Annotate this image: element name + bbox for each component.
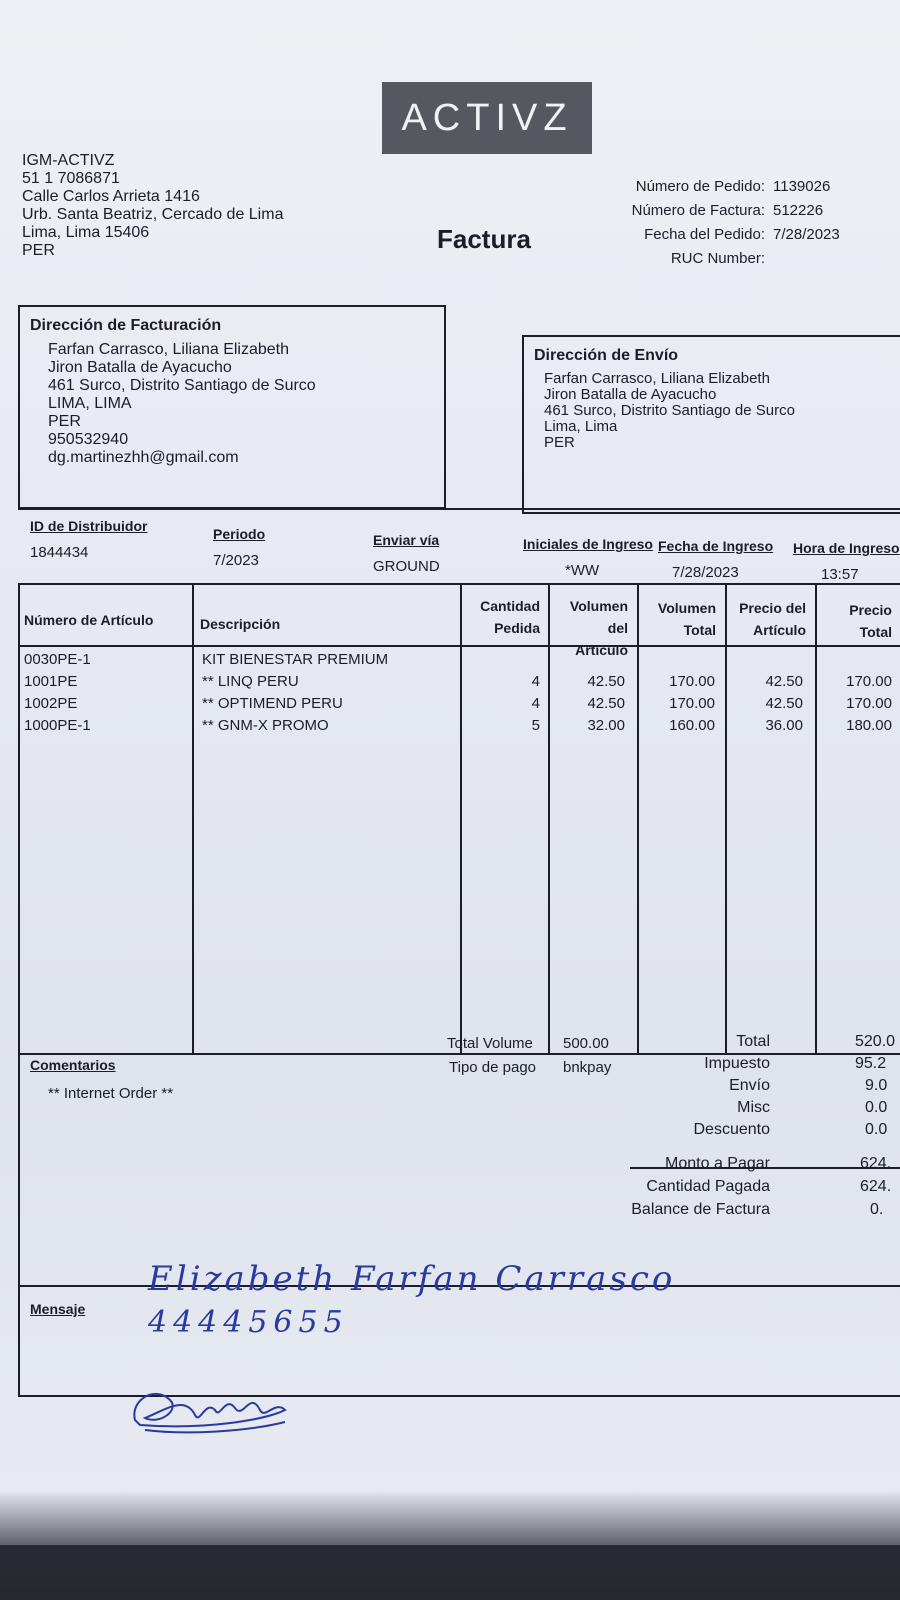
table-row [20, 651, 900, 673]
order-row [540, 199, 863, 223]
table-row [20, 695, 900, 717]
order-row [540, 175, 863, 199]
cell-desc: ** OPTIMEND PERU [202, 695, 343, 712]
balance-value: 0. [870, 1201, 884, 1218]
cell-qty: 4 [531, 695, 540, 712]
header-item-price [728, 597, 806, 641]
company-address [22, 152, 283, 260]
items-table [18, 583, 900, 1055]
cell-price: 42.50 [765, 673, 803, 690]
amount-paid-value: 624. [860, 1178, 892, 1195]
period-label: Periodo [213, 526, 266, 542]
handwritten-name: Elizabeth Farfan Carrasco [148, 1259, 676, 1299]
document-title: Factura [437, 224, 531, 254]
cell-price: 42.50 [765, 695, 803, 712]
entry-time-value: 13:57 [821, 566, 859, 583]
desk-shadow [0, 1490, 900, 1600]
order-value [773, 247, 863, 271]
payment-value: bnkpay [563, 1059, 612, 1076]
amount-due-label: Monto a Pagar [665, 1155, 770, 1172]
tax-value: 95.2 [855, 1055, 887, 1072]
cell-price-total: 180.00 [846, 717, 892, 734]
shipping-address-box [522, 335, 900, 514]
initials-label: Iniciales de Ingreso [523, 536, 653, 552]
header-item-number: Número de Artículo [24, 612, 154, 628]
comments-value: ** Internet Order ** [48, 1085, 174, 1102]
distributor-label: ID de Distribuidor [30, 518, 148, 534]
header-description: Descripción [200, 616, 281, 632]
entry-time-cell [793, 540, 900, 583]
cell-price-total: 170.00 [846, 673, 892, 690]
cell-vol: 42.50 [587, 695, 625, 712]
order-value: 512226 [773, 202, 824, 219]
ship-via-cell [373, 532, 440, 575]
header-total-price [818, 599, 892, 643]
header-total-price-line: Total [859, 624, 892, 640]
order-row [540, 223, 863, 247]
header-item-volume-line: Volumen del [569, 598, 628, 636]
ship-via-value: GROUND [373, 558, 440, 575]
shipping-line: Lima, Lima [544, 418, 618, 435]
billing-lines [48, 341, 444, 467]
company-line: 51 1 7086871 [22, 170, 120, 187]
ship-via-label: Enviar vía [373, 532, 440, 548]
shipping-title: Dirección de Envío [534, 347, 679, 364]
entry-date-value: 7/28/2023 [672, 564, 739, 581]
billing-line: Farfan Carrasco, Liliana Elizabeth [48, 341, 290, 358]
order-label: Número de Pedido: [635, 178, 765, 195]
billing-address-box [18, 305, 446, 509]
total-label: Total [736, 1033, 770, 1050]
header-total-volume [640, 597, 716, 641]
cell-qty: 5 [531, 717, 540, 734]
discount-label: Descuento [693, 1121, 770, 1138]
entry-date-cell [658, 538, 773, 581]
initials-value: *WW [565, 562, 600, 579]
message-label: Mensaje [30, 1301, 86, 1317]
distributor-value: 1844434 [30, 544, 89, 561]
entry-time-label: Hora de Ingreso [793, 540, 900, 556]
cell-desc: ** GNM-X PROMO [202, 717, 329, 734]
company-line: IGM-ACTIVZ [22, 152, 115, 169]
order-label: Número de Factura: [631, 202, 765, 219]
shipping-value: 9.0 [865, 1077, 888, 1094]
header-total-volume-line: Total [683, 622, 716, 638]
cell-vol: 42.50 [587, 673, 625, 690]
period-value: 7/2023 [213, 552, 259, 569]
header-quantity [470, 595, 540, 639]
misc-label: Misc [737, 1099, 770, 1116]
company-line: Calle Carlos Arrieta 1416 [22, 188, 200, 205]
shipping-line: PER [544, 434, 575, 451]
header-quantity-line: Cantidad [480, 598, 540, 614]
comments-label: Comentarios [30, 1057, 116, 1073]
billing-line: LIMA, LIMA [48, 395, 132, 412]
table-row [20, 717, 900, 739]
order-label: Fecha del Pedido: [644, 226, 765, 243]
shipping-label: Envío [729, 1077, 770, 1094]
order-info [540, 175, 863, 271]
company-line: Urb. Santa Beatriz, Cercado de Lima [22, 206, 284, 223]
header-quantity-line: Pedida [494, 620, 540, 636]
balance-label: Balance de Factura [631, 1201, 770, 1218]
brand-logo: ACTIVZ [382, 82, 592, 154]
initials-cell [523, 536, 653, 579]
billing-line: 461 Surco, Distrito Santiago de Surco [48, 377, 316, 394]
shipping-lines [544, 371, 900, 451]
company-line: Lima, Lima 15406 [22, 224, 150, 241]
order-row [540, 247, 863, 271]
company-line: PER [22, 242, 55, 259]
header-total-price-line: Precio [849, 602, 892, 618]
total-volume-label: Total Volume [447, 1035, 533, 1052]
order-meta-bar [18, 508, 900, 585]
cell-item: 1002PE [24, 695, 78, 712]
cell-vol-total: 170.00 [669, 695, 715, 712]
period-cell [213, 526, 265, 569]
shipping-line: Farfan Carrasco, Liliana Elizabeth [544, 370, 770, 387]
shipping-line: Jiron Batalla de Ayacucho [544, 386, 717, 403]
cell-price-total: 170.00 [846, 695, 892, 712]
header-divider [20, 645, 900, 647]
cell-desc: KIT BIENESTAR PREMIUM [202, 651, 389, 668]
cell-item: 1000PE-1 [24, 717, 91, 734]
header-item-price-line: Artículo [753, 622, 806, 638]
cell-vol-total: 160.00 [669, 717, 715, 734]
billing-title: Dirección de Facturación [30, 317, 222, 334]
table-row [20, 673, 900, 695]
order-value: 1139026 [773, 178, 831, 195]
payment-label: Tipo de pago [449, 1059, 537, 1076]
cell-vol: 32.00 [587, 717, 625, 734]
amount-due-value: 624. [860, 1155, 892, 1172]
total-value: 520.0 [855, 1033, 896, 1050]
entry-date-label: Fecha de Ingreso [658, 538, 774, 554]
summary-section [18, 1033, 900, 1287]
cell-item: 0030PE-1 [24, 651, 91, 668]
total-volume-value: 500.00 [563, 1035, 609, 1052]
cell-desc: ** LINQ PERU [202, 673, 299, 690]
misc-value: 0.0 [865, 1099, 888, 1116]
tax-label: Impuesto [704, 1055, 770, 1072]
discount-value: 0.0 [865, 1121, 888, 1138]
signature-scribble [125, 1380, 295, 1440]
order-label: RUC Number: [670, 250, 765, 267]
handwritten-id: 44445655 [148, 1305, 349, 1340]
shipping-line: 461 Surco, Distrito Santiago de Surco [544, 402, 795, 419]
cell-qty: 4 [531, 673, 540, 690]
billing-line: PER [48, 413, 81, 430]
order-value: 7/28/2023 [773, 226, 840, 243]
header-item-price-line: Precio del [739, 600, 806, 616]
billing-line: Jiron Batalla de Ayacucho [48, 359, 232, 376]
billing-line: dg.martinezhh@gmail.com [48, 449, 239, 466]
cell-item: 1001PE [24, 673, 78, 690]
header-item-volume-line: Artículo [575, 642, 628, 658]
distributor-cell [30, 518, 147, 561]
amount-paid-label: Cantidad Pagada [646, 1178, 770, 1195]
cell-price: 36.00 [765, 717, 803, 734]
billing-line: 950532940 [48, 431, 129, 448]
cell-vol-total: 170.00 [669, 673, 715, 690]
header-total-volume-line: Volumen [657, 600, 716, 616]
